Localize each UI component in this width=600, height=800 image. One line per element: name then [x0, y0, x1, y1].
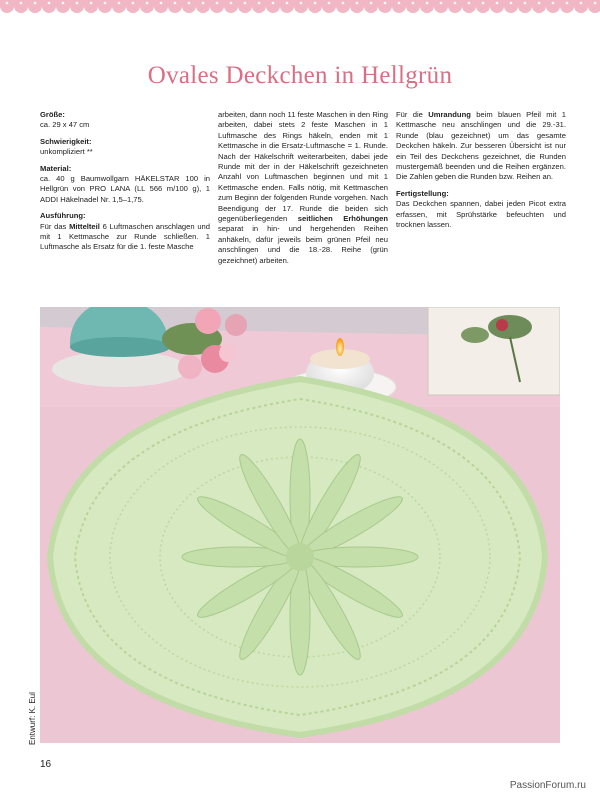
border-section [396, 110, 566, 183]
footer-url: PassionForum.ru [509, 780, 586, 791]
page-number: 16 [40, 759, 52, 770]
border-text: beim blauen Pfeil mit 1 Kettmasche neu anschlingen und die 29.-31. Runde (blau gezeichnet) um das gesamte Deckchen häkeln. Zur besseren Übersicht ist nur ein Teil des Deckchens gezeichnet, die Runden mustergemäß beenden und die Reihen ergänzen. Die Zahlen geben die Runden bzw. Reihen an. [396, 110, 566, 182]
material-text: ca. 40 g Baumwollgarn HÄKELSTAR 100 in Hellgrün von PRO LANA (LL 566 m/100 g), 1 ADDI Häkelnadel Nr. 1,5–1,75. [40, 174, 210, 204]
execution-bold: Mittelteil [69, 221, 100, 231]
doily-photo [40, 307, 560, 743]
border-bold: Umrandung [428, 110, 471, 119]
execution-continued [218, 110, 388, 266]
finishing-text: Das Deckchen spannen, dabei jeden Picot extra erfassen, mit Sprühstärke befeuchten und trocknen lassen. [396, 199, 566, 230]
finishing-heading: Fertigstellung: [396, 188, 449, 198]
text-column-3 [396, 110, 566, 236]
finishing-section [396, 189, 566, 231]
page-title: Ovales Deckchen in Hellgrün [147, 62, 453, 89]
size-section [40, 110, 210, 131]
execution-heading: Ausführung: [40, 211, 86, 221]
material-section [40, 164, 210, 206]
framed-print [428, 307, 560, 395]
border-text: Für die [396, 110, 429, 119]
decorative-scallop-border [0, 0, 600, 14]
difficulty-value: unkompliziert ** [40, 147, 93, 157]
execution-text: arbeiten, dann noch 11 feste Maschen in den Ring arbeiten, dabei stets 2 feste Maschen in 1 Luftmasche des Rings häkeln, enden mit 1 Kettmasche in die Ersatz-Luftmasche = 1. Runde. Nach der Häkelschrift weiterarbeiten, dabei jede Runde mit der in der Häkelschrift gezeichneten Anzahl von Luftmaschen beginnen und mit 1 Kettmasche enden. Falls nötig, mit Kettmaschen zum Beginn der folgenden Runde vorgehen. Nach Beendigung der 17. Runde die beiden sich gegenüberliegenden [218, 110, 388, 224]
text-column-1 [40, 110, 210, 259]
execution-text: Für das [40, 221, 70, 231]
execution-bold: seitlichen Erhöhungen [297, 214, 388, 224]
execution-text: separat in hin- und hergehenden Reihen anhäkeln, dafür jeweils beim grünen Pfeil neu anschlingen und die 18.-28. Reihe (grün gezeichnet) arbeiten. [218, 224, 388, 265]
text-column-2 [218, 110, 388, 272]
difficulty-section [40, 137, 210, 158]
difficulty-heading: Schwierigkeit: [40, 136, 92, 146]
execution-text: 6 Luftmaschen anschlagen und mit 1 Kettmasche zur Runde schließen. 1 Luftmasche als Ersatz für die 1. feste Masche [40, 221, 210, 252]
size-heading: Größe: [40, 110, 65, 119]
size-value: ca. 29 x 47 cm [40, 120, 90, 130]
execution-section [40, 211, 210, 253]
material-heading: Material: [40, 163, 72, 173]
